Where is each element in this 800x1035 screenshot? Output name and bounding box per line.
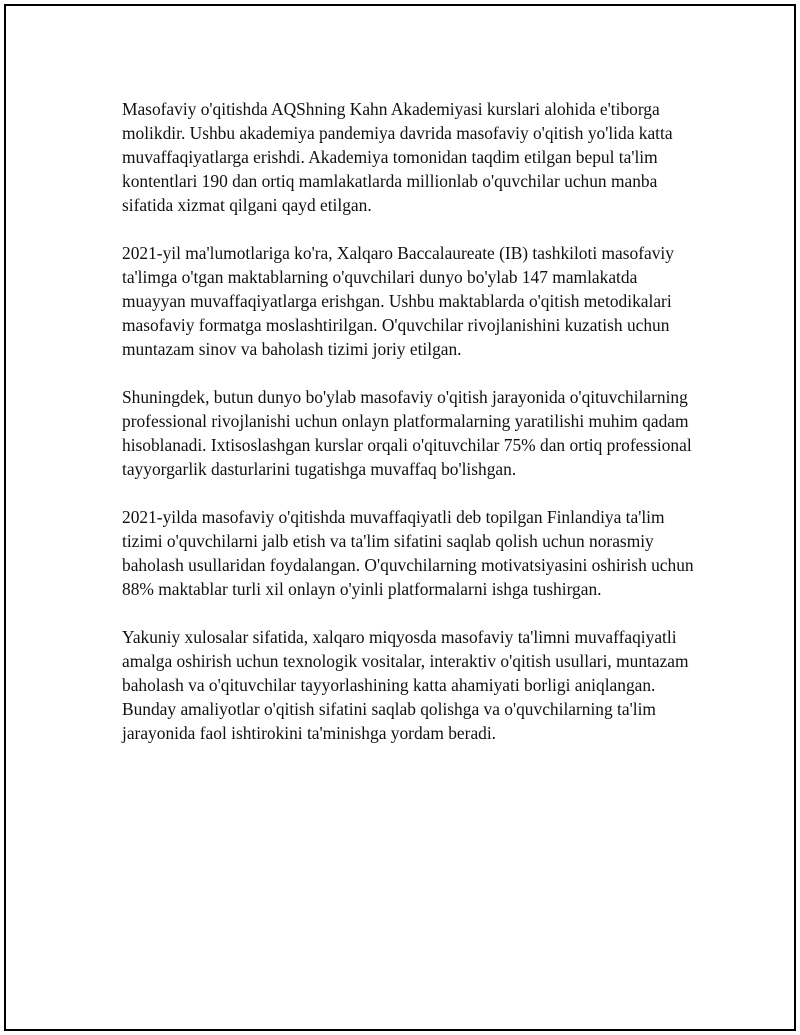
paragraph-2: 2021-yil ma'lumotlariga ko'ra, Xalqaro Baccalaureate (IB) tashkiloti masofaviy ta'limga o'tgan maktablarning o'quvchilari dunyo bo'ylab 147 mamlakatda muayyan muvaffaqiyatlarga erishgan. Ushbu maktablarda o'qitish metodikalari masofaviy formatga moslashtirilgan. O'quvchilar rivojlanishini kuzatish uchun muntazam sinov va baholash tizimi joriy etilgan. — [122, 243, 674, 359]
paragraph-4: 2021-yilda masofaviy o'qitishda muvaffaqiyatli deb topilgan Finlandiya ta'lim tizimi o'quvchilarni jalb etish va ta'lim sifatini saqlab qolish uchun norasmiy baholash usullaridan foydalangan. O'quvchilarning motivatsiyasini oshirish uchun 88% maktablar turli xil onlayn o'yinli platformalarni ishga tushirgan. — [122, 507, 694, 599]
paragraph-5: Yakuniy xulosalar sifatida, xalqaro miqyosda masofaviy ta'limni muvaffaqiyatli amalga oshirish uchun texnologik vositalar, interaktiv o'qitish usullari, muntazam baholash va o'qituvchilar tayyorlashining katta ahamiyati borligi aniqlangan. Bunday amaliyotlar o'qitish sifatini saqlab qolishga va o'quvchilarning ta'lim jarayonida faol ishtirokini ta'minishga yordam beradi. — [122, 627, 689, 743]
page-frame — [4, 4, 796, 1031]
paragraph-1: Masofaviy o'qitishda AQShning Kahn Akademiyasi kurslari alohida e'tiborga molikdir. Ushbu akademiya pandemiya davrida masofaviy o'qitish yo'lida katta muvaffaqiyatlarga erishdi. Akademiya tomonidan taqdim etilgan bepul ta'lim kontentlari 190 dan ortiq mamlakatlarda millionlab o'quvchilar uchun manba sifatida xizmat qilgani qayd etilgan. — [122, 99, 673, 215]
document-body — [122, 97, 704, 769]
paragraph-3: Shuningdek, butun dunyo bo'ylab masofaviy o'qitish jarayonida o'qituvchilarning professional rivojlanishi uchun onlayn platformalarning yaratilishi muhim qadam hisoblanadi. Ixtisoslashgan kurslar orqali o'qituvchilar 75% dan ortiq professional tayyorgarlik dasturlarini tugatishga muvaffaq bo'lishgan. — [122, 387, 692, 479]
